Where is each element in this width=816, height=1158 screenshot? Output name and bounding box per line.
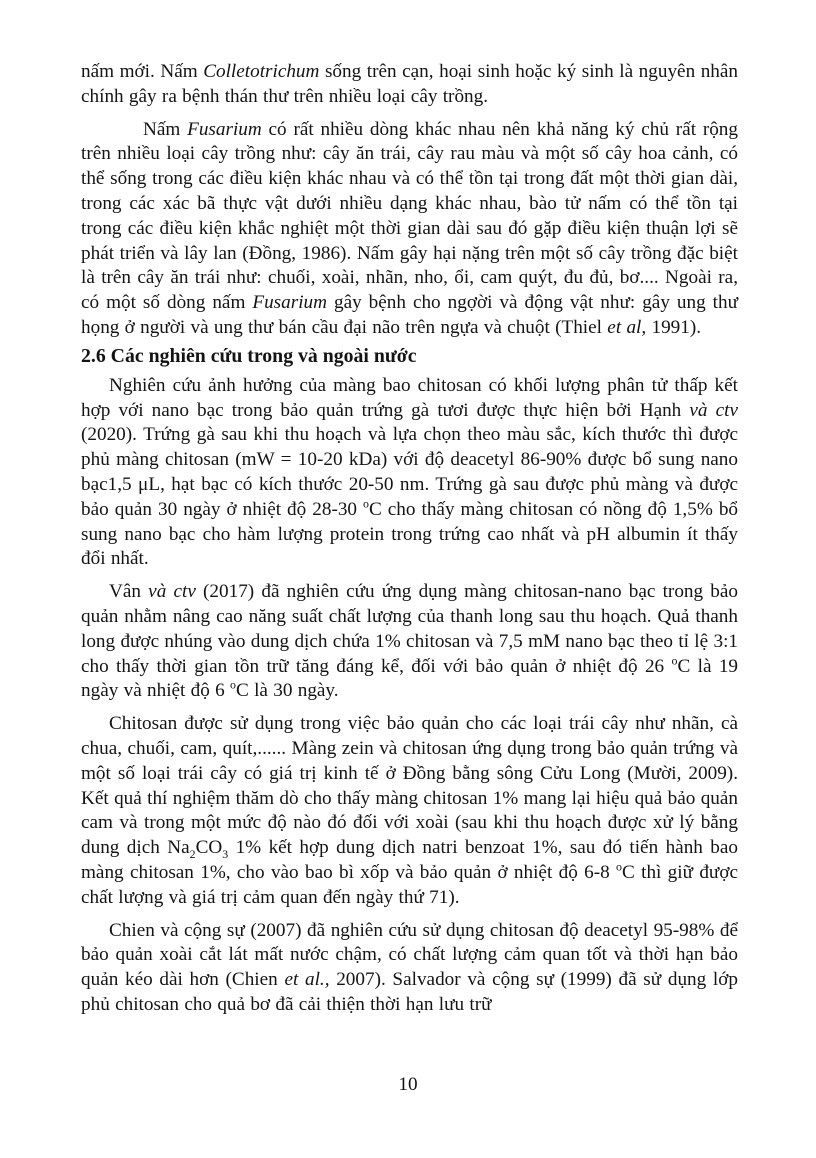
section-heading: 2.6 Các nghiên cứu trong và ngoài nước xyxy=(81,344,417,367)
paragraph-fruit-preservation: Chitosan được sử dụng trong việc bảo quản cho các loại trái cây như nhãn, cà chua, chuối, cam, quít,...... Màng zein và chitosan ứng dụng trong bảo quản trứng và một số loại trái cây có giá trị kinh tế ở Đồng bằng sông Cửu Long (Mười, 2009). Kết quả thí nghiệm thăm dò cho thấy màng chitosan 1% mang lại hiệu quả bảo quản cam và trong một mức độ nào đó đối với xoài (sau khi thu hoạch được xử lý bằng dung dịch $Na_2CO_3$ 1% kết hợp dung dịch natri benzoat 1%, sau đó tiến hành bao màng chitosan 1%, cho vào bao bì xốp và bảo quản ở nhiệt độ 6-8 $^o$C thì giữ được chất lượng và giá trị cảm quan đến ngày thứ 71). xyxy=(81,713,738,908)
paragraph-fusarium: Nấm Fusarium có rất nhiều dòng khác nhau nên khả năng ký chủ rất rộng trên nhiều loại cây trồng như: cây ăn trái, cây rau màu và một số cây hoa cảnh, có thể sống trong các điều kiện khác nhau và có thể tồn tại trong đất một thời gian dài, trong các xác bã thực vật dưới nhiều dạng khác nhau, bào tử nấm có thể tồn tại trong các điều kiện khắc nghiệt một thời gian dài sau đó gặp điều kiện thuận lợi sẽ phát triển và lây lan (Đồng, 1986). Nấm gây hại nặng trên một số cây trồng đặc biệt là trên cây ăn trái như: chuối, xoài, nhãn, nho, ổi, cam quýt, đu đủ, bơ.... Ngoài ra, có một số dòng nấm Fusarium gây bệnh cho ngợời và động vật như: gây ung thư họng ở người và ung thư bán cầu đại não trên ngựa và chuột (Thiel et al, 1991). xyxy=(81,118,738,338)
page-body xyxy=(81,60,738,1026)
paragraph-colletotrichum: nấm mới. Nấm Colletotrichum sống trên cạn, hoại sinh hoặc ký sinh là nguyên nhân chính gây ra bệnh thán thư trên nhiều loại cây trồng. xyxy=(81,61,739,107)
paragraph-dragonfruit: Vân và ctv (2017) đã nghiên cứu ứng dụng màng chitosan-nano bạc trong bảo quản nhằm nâng cao năng suất chất lượng của thanh long sau thu hoạch. Quả thanh long được nhúng vào dung dịch chứa 1% chitosan và 7,5 mM nano bạc theo tỉ lệ 3:1 cho thấy thời gian tồn trữ tăng đáng kể, đối với bảo quản ở nhiệt độ 26 $^o$C là 19 ngày và nhiệt độ 6 $^o$C là 30 ngày. xyxy=(81,581,739,702)
page-number: 10 xyxy=(398,1074,418,1095)
paragraph-chitosan-egg: Nghiên cứu ảnh hưởng của màng bao chitosan có khối lượng phân tử thấp kết hợp với nano bạc trong bảo quản trứng gà tươi được thực hiện bởi Hạnh và ctv (2020). Trứng gà sau khi thu hoạch và lựa chọn theo màu sắc, kích thước thì được phủ màng chitosan (mW = 10-20 kDa) với độ deacetyl 86-90% được bổ sung nano bạc1,5 μL, hạt bạc có kích thước 20-50 nm. Trứng gà sau được phủ màng và được bảo quản 30 ngày ở nhiệt độ 28-30 $^o$C cho thấy màng chitosan có nồng độ 1,5% bổ sung nano bạc cho hàm lượng protein trong trứng cao nhất và pH albumin ít thấy đổi nhất. xyxy=(81,374,739,570)
paragraph-mango-avocado: Chien và cộng sự (2007) đã nghiên cứu sử dụng chitosan độ deacetyl 95-98% để bảo quản xoài cắt lát mất nước chậm, có chất lượng cảm quan tốt và thời hạn bảo quản kéo dài hơn (Chien et al., 2007). Salvador và cộng sự (1999) đã sử dụng lớp phủ chitosan cho quả bơ đã cải thiện thời hạn lưu trữ xyxy=(81,919,738,1015)
